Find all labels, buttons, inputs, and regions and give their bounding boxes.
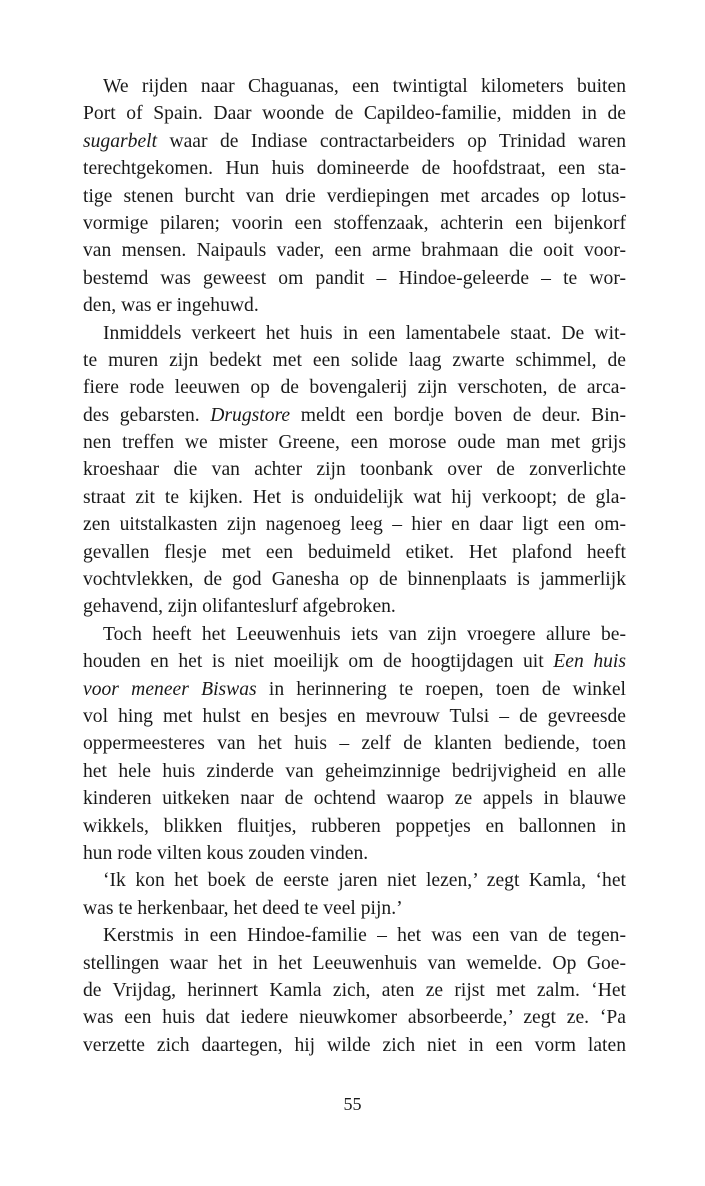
paragraph-3	[83, 621, 626, 868]
book-page-body	[83, 73, 626, 1059]
text-line: hun rode vilten kous zouden vinden.	[83, 842, 369, 864]
italic-book-title: voor meneer Biswas	[83, 678, 257, 700]
text-line: straat zit te kijken. Het is onduidelijk wat hij verkoopt; de gla-	[83, 486, 626, 508]
text-line	[83, 128, 626, 155]
text-line	[83, 648, 626, 675]
text-run: waar de Indiase contractarbeiders op Trinidad waren	[157, 130, 626, 152]
text-line: ‘Ik kon het boek de eerste jaren niet lezen,’ zegt Kamla, ‘het	[103, 870, 626, 892]
text-line: vochtvlekken, de god Ganesha op de binnenplaats is jammerlijk	[83, 569, 626, 591]
text-line: gehavend, zijn olifanteslurf afgebroken.	[83, 596, 396, 618]
italic-book-title: Een huis	[553, 651, 626, 673]
text-line: bestemd was geweest om pandit – Hindoe-geleerde – te wor-	[83, 267, 626, 289]
text-line: te muren zijn bedekt met een solide laag zwarte schimmel, de	[83, 349, 626, 371]
text-line: kinderen uitkeken naar de ochtend waarop ze appels in blauwe	[83, 788, 626, 810]
text-run: meldt een bordje boven de deur. Bin-	[290, 404, 626, 426]
page-number: 55	[343, 1094, 362, 1114]
text-line: het hele huis zinderde van geheimzinnige bedrijvigheid en alle	[83, 760, 626, 782]
italic-term: Drugstore	[210, 404, 291, 426]
text-line: van mensen. Naipauls vader, een arme brahmaan die ooit voor-	[83, 240, 626, 262]
text-line	[83, 676, 626, 703]
text-line: vormige pilaren; voorin een stoffenzaak, achterin een bijenkorf	[83, 212, 626, 234]
text-line: was een huis dat iedere nieuwkomer absorbeerde,’ zegt ze. ‘Pa	[83, 1007, 626, 1029]
text-line: tige stenen burcht van drie verdiepingen met arcades op lotus-	[83, 185, 626, 207]
text-line: stellingen waar het in het Leeuwenhuis van wemelde. Op Goe-	[83, 952, 626, 974]
text-line: Toch heeft het Leeuwenhuis iets van zijn vroegere allure be-	[103, 623, 626, 645]
text-line: terechtgekomen. Hun huis domineerde de hoofdstraat, een sta-	[83, 158, 626, 180]
italic-term: sugarbelt	[83, 130, 158, 152]
text-line: den, was er ingehuwd.	[83, 295, 259, 317]
text-run: houden en het is niet moeilijk om de hoogtijdagen uit	[83, 651, 554, 673]
text-line: Kerstmis in een Hindoe-familie – het was een van de tegen-	[103, 925, 626, 947]
text-line: nen treffen we mister Greene, een morose oude man met grijs	[83, 432, 626, 454]
text-line: fiere rode leeuwen op de bovengalerij zijn verschoten, de arca-	[83, 377, 626, 399]
text-line: was te herkenbaar, het deed te veel pijn.’	[83, 897, 403, 919]
paragraph-2	[83, 320, 626, 621]
text-line: Inmiddels verkeert het huis in een lamentabele staat. De wit-	[103, 322, 626, 344]
paragraph-1	[83, 73, 626, 320]
text-line: vol hing met hulst en besjes en mevrouw Tulsi – de gevreesde	[83, 705, 626, 727]
text-line: oppermeesteres van het huis – zelf de klanten bediende, toen	[83, 733, 626, 755]
paragraph-4	[83, 867, 626, 922]
text-line: kroeshaar die van achter zijn toonbank over de zonverlichte	[83, 459, 626, 481]
text-run: in herinnering te roepen, toen de winkel	[256, 678, 627, 700]
text-run: des gebarsten.	[83, 404, 211, 426]
text-line: wikkels, blikken fluitjes, rubberen poppetjes en ballonnen in	[83, 815, 626, 837]
text-line: de Vrijdag, herinnert Kamla zich, aten ze rijst met zalm. ‘Het	[83, 979, 626, 1001]
text-line: zen uitstalkasten zijn nagenoeg leeg – hier en daar ligt een om-	[83, 514, 626, 536]
text-line	[83, 402, 626, 429]
paragraph-5	[83, 922, 626, 1059]
text-line: verzette zich daartegen, hij wilde zich niet in een vorm laten	[83, 1034, 626, 1056]
text-line: We rijden naar Chaguanas, een twintigtal kilometers buiten	[103, 76, 626, 97]
text-line: gevallen flesje met een beduimeld etiket. Het plafond heeft	[83, 541, 626, 563]
text-line: Port of Spain. Daar woonde de Capildeo-familie, midden in de	[83, 103, 626, 125]
